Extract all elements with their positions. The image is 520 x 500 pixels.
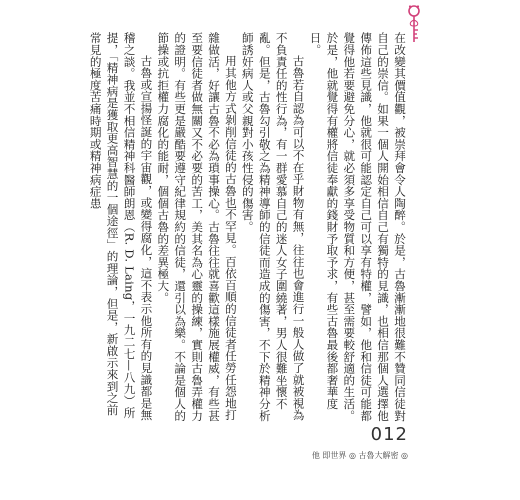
paragraph: 古魯或宣揚怪誕的宇宙觀，或變得腐化，這不表示他所有的見識都是無稽之談。我並不相信精神科醫師朗恩（R. D. Laing，一九二七—八九）所提，「精神病是獲取更高智慧的一個途徑」的理論，但是，新啟示來到之前常見的極度苦痛時期或精神病症患	[88, 32, 154, 421]
page-number: 012	[370, 424, 408, 445]
paragraph: 在改變其價值觀，被崇拜會令人陶醉。於是，古魯漸漸地很難不贊同信徒對自己的崇信。如果一個人開始相信自己有獨特的見識，也相信那個人選擇他傳佈這些見識，他就很可能認定自己可以享有特權，譬如，他和信徒可能都覺得他若要避免分心，就必須多享受物質和方便，甚至需要較舒適的生活。於是，他就覺得有權將信徒奉獻的錢財予取予求，有些古魯最後都奢華度日。	[308, 32, 407, 422]
body-text	[88, 32, 408, 422]
paragraph: 用其他方式剝削信徒的古魯也不罕見。百依百順的信徒者任勞任怨地打雜做活，好讓古魯不必為瑣事操心。古魯往往就喜歡這樣施展權威，有些甚至要信徒者做無關又不必要的苦工，美其名為心靈的操練，實則古魯弄權力的證明。有些更是嚴酷要遵守紀律規約的信徒，還引以為樂。不論是個人的節操或抗拒權力腐化的能耐，個個古魯的差異極大。	[156, 32, 238, 422]
running-footer: 他 即世界 ◎ 古魯大解密 ◎	[311, 451, 408, 460]
paragraph: 古魯若自認為可以不在乎財物有無，往往也會進行一般人做了就被視為不負責任的性行為，有一群愛慕自己的迷人女子圍繞著，男人很難坐懷不亂。但是，古魯勾引敬之為精神導師的信徒而造成的傷害，不下於精神分析師誘奸病人或父親對小孩性侵的傷害。	[240, 32, 306, 422]
